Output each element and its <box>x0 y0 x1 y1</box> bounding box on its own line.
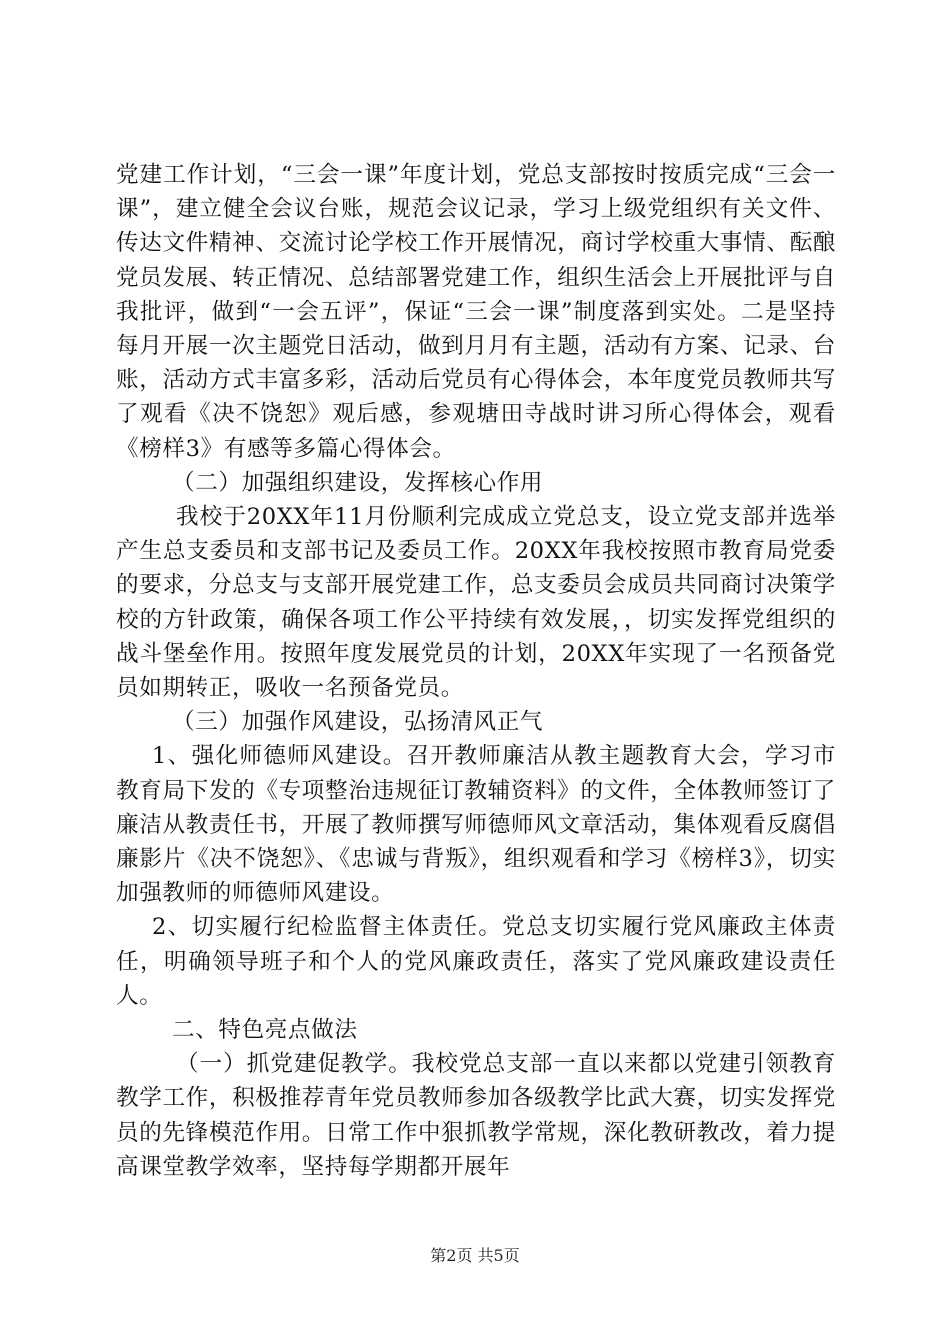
document-body <box>116 158 836 1184</box>
body-paragraph-supervision: 2、切实履行纪检监督主体责任。党总支切实履行党风廉政主体责任，明确领导班子和个人的党风廉政责任，落实了党风廉政建设责任人。 <box>116 914 836 1009</box>
page-number-footer: 第2页 共5页 <box>430 1246 520 1265</box>
section-heading-highlights: 二、特色亮点做法 <box>172 1017 358 1044</box>
body-paragraph-continued: 党建工作计划，“三会一课”年度计划，党总支部按时按质完成“三会一课”，建立健全会议台账，规范会议记录，学习上级党组织有关文件、传达文件精神、交流讨论学校工作开展情况，商讨学校重大事情、酝酿党员发展、转正情况、总结部署党建工作，组织生活会上开展批评与自我批评，做到“一会五评”，保证“三会一课”制度落到实处。二是坚持每月开展一次主题党日活动，做到月月有主题，活动有方案、记录、台账，活动方式丰富多彩，活动后党员有心得体会，本年度党员教师共写了观看《决不饶恕》观后感，参观塘田寺战时讲习所心得体会，观看《榜样3》有感等多篇心得体会。 <box>116 162 836 462</box>
body-paragraph-ethics: 1、强化师德师风建设。召开教师廉洁从教主题教育大会，学习市教育局下发的《专项整治违规征订教辅资料》的文件，全体教师签订了廉洁从教责任书，开展了教师撰写师德师风文章活动，集体观看反腐倡廉影片《决不饶恕》、《忠诚与背叛》，组织观看和学习《榜样3》，切实加强教师的师德师风建设。 <box>116 743 836 907</box>
section-heading-conduct: （三）加强作风建设，弘扬清风正气 <box>172 709 544 736</box>
body-paragraph-teaching: （一）抓党建促教学。我校党总支部一直以来都以党建引领教育教学工作，积极推荐青年党员教师参加各级教学比武大赛，切实发挥党员的先锋模范作用。日常工作中狠抓教学常规，深化教研教改，着力提高课堂教学效率，坚持每学期都开展年 <box>116 1051 836 1180</box>
body-paragraph-organization: 我校于20XX年11月份顺利完成成立党总支，设立党支部并选举产生总支委员和支部书记及委员工作。20XX年我校按照市教育局党委的要求，分总支与支部开展党建工作，总支委员会成员共同商讨决策学校的方针政策，确保各项工作公平持续有效发展，，切实发挥党组织的战斗堡垒作用。按照年度发展党员的计划，20XX年实现了一名预备党员如期转正，吸收一名预备党员。 <box>116 504 836 702</box>
section-heading-organization: （二）加强组织建设，发挥核心作用 <box>172 469 544 496</box>
